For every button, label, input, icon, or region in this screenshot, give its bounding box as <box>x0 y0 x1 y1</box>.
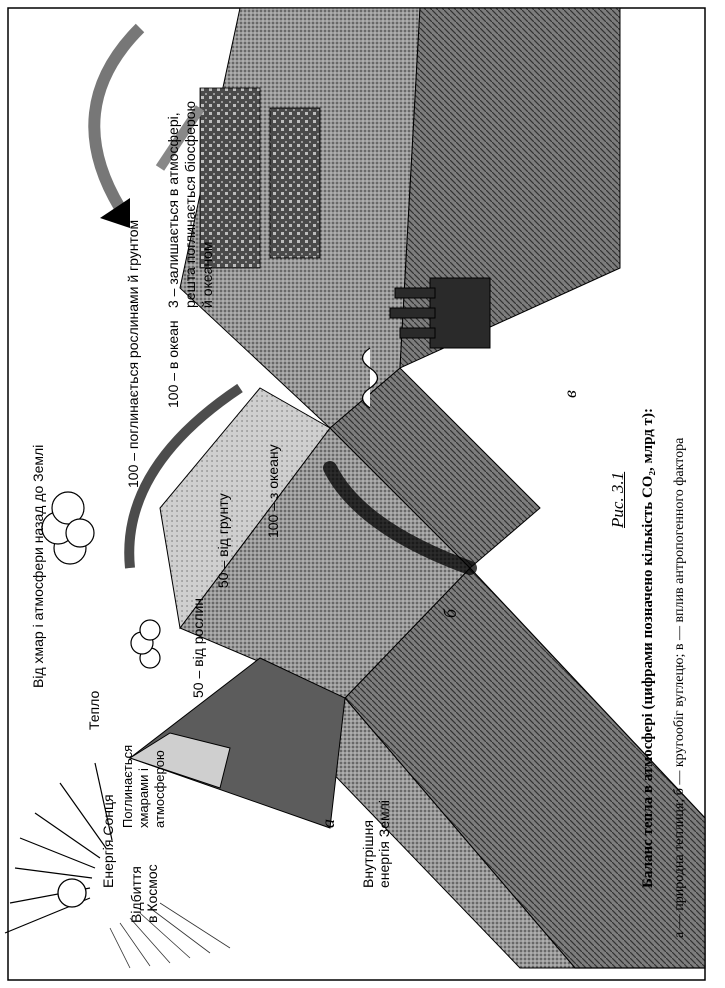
factory-icon <box>390 278 490 348</box>
cloud-icon <box>42 492 94 564</box>
label-inner-energy-2: енергія Землі <box>376 800 392 888</box>
label-remains-1: 3 – залишається в атмосфері, <box>165 112 181 308</box>
label-reflection: Відбиття <box>128 866 144 923</box>
figure-number: Рис. 3.1 <box>608 471 627 528</box>
panel-letter-c: в <box>560 390 580 398</box>
cloud-small-icon <box>131 620 160 668</box>
panel-letter-a: а <box>318 819 338 828</box>
forest <box>200 88 320 268</box>
label-plants-soil-absorb: 100 – поглинається рослинами й грунтом <box>125 219 141 488</box>
figure-title: Баланс тепла в атмосфері (цифрами позначено кількість CO₂, млрд т): <box>640 408 656 888</box>
label-from-ocean: 100 – з океану <box>265 444 281 538</box>
label-heat: Тепло <box>86 690 102 730</box>
label-from-plants: 50 – від рослин <box>190 597 206 698</box>
label-from-soil: 50 – від грунту <box>215 493 231 588</box>
figure-legend: а — природна теплиця; б — кругообіг вуглецю; в — вплив антропогенного фактора <box>672 437 687 938</box>
label-sun-energy: Енергія Сонця <box>100 794 116 888</box>
label-absorbed-1: Поглинається <box>120 744 135 828</box>
label-to-space: в Космос <box>144 864 160 923</box>
label-remains-3: й океаном <box>199 241 215 308</box>
arrow-cycle <box>94 28 140 208</box>
label-remains-2: решта поглинається біосферою <box>182 100 198 308</box>
panel-letter-b: б <box>440 608 460 618</box>
label-absorbed-2: хмарами і <box>136 768 151 828</box>
sun-icon <box>58 879 86 907</box>
label-inner-energy-1: Внутрішня <box>360 820 376 888</box>
label-back-to-earth: Від хмар і атмосфери назад до Землі <box>30 444 46 688</box>
label-to-ocean: 100 – в океан <box>165 320 181 408</box>
label-absorbed-3: атмосферою <box>152 750 167 828</box>
sun-rays <box>5 763 112 933</box>
